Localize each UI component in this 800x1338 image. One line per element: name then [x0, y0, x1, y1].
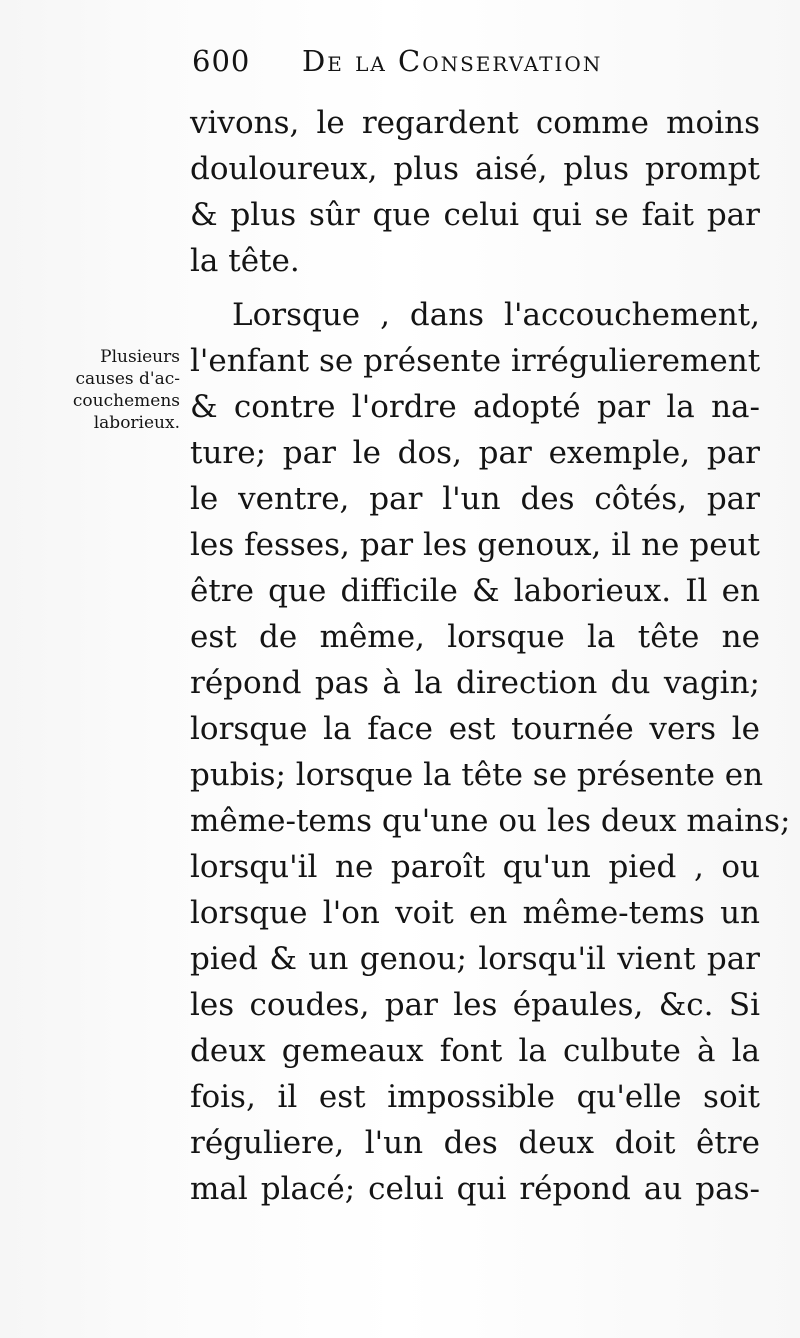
text-line: ture; par le dos, par exemple, par — [190, 435, 760, 471]
text-line: Lorsque , dans l'accouchement, — [232, 297, 760, 333]
text-line: fois, il est impossible qu'elle soit — [190, 1079, 760, 1115]
text-line: les fesses, par les genoux, il ne peut — [190, 527, 760, 563]
text-line: lorsque l'on voit en même-tems un — [190, 895, 760, 931]
text-line: douloureux, plus aisé, plus prompt — [190, 151, 760, 187]
text-line: lorsqu'il ne paroît qu'un pied , ou — [190, 849, 760, 885]
page-number: 600 — [192, 44, 251, 78]
text-line: répond pas à la direction du vagin; — [190, 665, 760, 701]
text-line: mal placé; celui qui répond au pas- — [190, 1171, 760, 1207]
text-line: réguliere, l'un des deux doit être — [190, 1125, 760, 1161]
margin-note-line: couchemens — [72, 391, 180, 411]
margin-note-line: laborieux. — [93, 413, 180, 433]
text-line: être que difficile & laborieux. Il en — [190, 573, 760, 609]
margin-note-line: Plusieurs — [100, 347, 180, 367]
margin-note-line: causes d'ac- — [75, 369, 180, 389]
text-line: le ventre, par l'un des côtés, par — [190, 481, 760, 517]
text-line: lorsque la face est tournée vers le — [190, 711, 760, 747]
text-line: les coudes, par les épaules, &c. Si — [190, 987, 760, 1023]
text-line: & plus sûr que celui qui se fait par — [190, 197, 760, 233]
text-line: la tête. — [190, 243, 300, 279]
text-line: l'enfant se présente irrégulierement — [190, 343, 761, 379]
text-line: pied & un genou; lorsqu'il vient par — [190, 941, 760, 977]
margin-note — [30, 346, 180, 434]
text-line: même-tems qu'une ou les deux mains; — [190, 803, 791, 839]
text-line: vivons, le regardent comme moins — [190, 105, 760, 141]
running-title: De la Conservation — [302, 44, 603, 78]
show-through-smudge — [20, 790, 170, 850]
text-line: est de même, lorsque la tête ne — [190, 619, 760, 655]
text-line: deux gemeaux font la culbute à la — [190, 1033, 760, 1069]
text-line: pubis; lorsque la tête se présente en — [190, 757, 764, 793]
text-line: & contre l'ordre adopté par la na- — [190, 389, 760, 425]
